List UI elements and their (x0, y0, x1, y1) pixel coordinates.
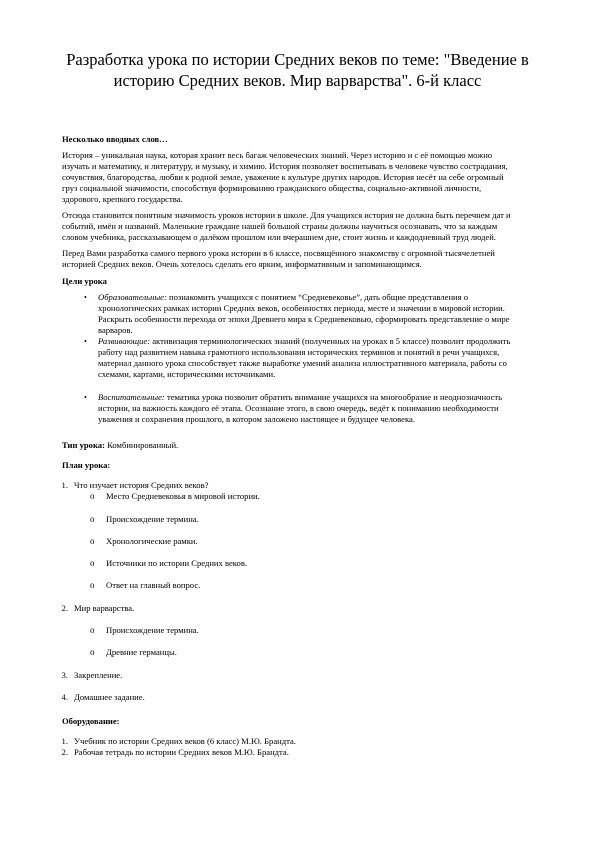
plan-subitem: Место Средневековья в мировой истории. (106, 491, 260, 501)
goal-line: Раскрыть особенности перехода от эпохи Древнего мира к Средневековью, сформировать представление о мире (98, 314, 510, 324)
goal-line (98, 336, 510, 347)
intro-p3-line: Перед Вами разработка самого первого урока истории в 6 классе, посвящённого знакомству с огромной тысячелетней (62, 248, 495, 258)
plan-subitem: Древние германцы. (106, 647, 177, 657)
plan-subitem: Ответ на главный вопрос. (106, 580, 201, 590)
plan-item-number: 4. (61, 692, 68, 702)
plan-item: Мир варварства. (74, 603, 135, 613)
goal-line: схемами, картами, историческими источниками. (98, 369, 276, 379)
goal-line (98, 292, 468, 303)
intro-p1-line: изучать и математику, и литературу, и музыку, и химию. История позволяет воспитывать в человеке чувство сострадания, (62, 161, 508, 171)
goal-label: Воспитательные: (98, 392, 165, 402)
plan-item: Закрепление. (74, 670, 123, 680)
bullet-icon: • (84, 293, 87, 302)
plan-item: Что изучает история Средних веков? (74, 480, 209, 490)
circle-bullet-icon: o (90, 514, 95, 524)
plan-subitem: Происхождение термина. (106, 625, 199, 635)
circle-bullet-icon: o (90, 625, 95, 635)
lesson-type-value: Комбинированный. (104, 440, 179, 450)
intro-heading: Несколько вводных слов… (62, 134, 168, 144)
plan-item-number: 2. (61, 603, 68, 613)
document-title (40, 49, 555, 91)
plan-subitem: Происхождение термина. (106, 514, 199, 524)
goal-line: варваров. (98, 325, 133, 335)
goal-text: познакомить учащихся с понятием “Средневековье”, дать общие представления о (166, 292, 469, 302)
intro-p2-line: словом учебника, рассказывающем о далёком прошлом или вчерашнем дне, стоит жизнь и каждодневный труд людей. (62, 232, 496, 242)
intro-p1-line: История – уникальная наука, которая хранит весь багаж человеческих знаний. Через историю и с её помощью можно (62, 150, 493, 160)
circle-bullet-icon: o (90, 558, 95, 568)
plan-item-number: 3. (61, 670, 68, 680)
plan-subitem: Хронологические рамки. (106, 536, 198, 546)
equipment-item: Учебник по истории Средних веков (6 класс) М.Ю. Брандта. (74, 736, 296, 746)
equipment-item-number: 1. (61, 736, 68, 746)
goals-heading: Цели урока (62, 276, 107, 286)
goal-label: Развивающие: (98, 336, 151, 346)
circle-bullet-icon: o (90, 536, 95, 546)
intro-p3-line: историей Средних веков. Очень хотелось сделать его ярким, информативным и запоминающимся. (62, 259, 422, 269)
circle-bullet-icon: o (90, 491, 95, 501)
lesson-type (62, 440, 178, 451)
title-line-1: Разработка урока по истории Средних веков по теме: "Введение в (66, 50, 529, 69)
plan-item-number: 1. (61, 480, 68, 490)
goal-line: истории, на важность каждого её этапа. Осознание этого, в свою очередь, ведёт к пониманию необходимости (98, 403, 499, 413)
intro-p1-line: здорового, крепкого государства. (62, 194, 183, 204)
circle-bullet-icon: o (90, 580, 95, 590)
goal-line: работу над развитием навыка грамотного использования исторических терминов и понятий в речи учащихся, (98, 347, 500, 357)
plan-heading: План урока: (62, 460, 111, 470)
equipment-item: Рабочая тетрадь по истории Средних веков М.Ю. Брандта. (74, 747, 289, 757)
equipment-item-number: 2. (61, 747, 68, 757)
goal-text: тематика урока позволит обратить внимание учащихся на многообразие и неоднозначность (164, 392, 503, 402)
circle-bullet-icon: o (90, 647, 95, 657)
bullet-icon: • (84, 393, 87, 402)
intro-p2-line: Отсюда становится понятным значимость уроков истории в школе. Для учащихся история не должна быть перечнем дат и (62, 210, 511, 220)
goal-line: хронологических рамках истории Средних веков, особенностях периода, месте и значении в мировой истории. (98, 303, 505, 313)
goal-line: материал данного урока способствует также выработке умений анализа иллюстративного материала, работы со (98, 358, 507, 368)
bullet-icon: • (84, 337, 87, 346)
plan-subitem: Источники по истории Средних веков. (106, 558, 248, 568)
goal-label: Образовательные: (98, 292, 167, 302)
goal-line: уважения и сохранения прошлого, в котором заложено настоящее и будущее человека. (98, 414, 415, 424)
intro-p1-line: сочувствия, благородства, любви к родной земле, уважение к культуре других народов. История несёт на себе огромный (62, 172, 504, 182)
goal-text: активизация терминологических знаний (полученных на уроках в 5 классе) позволит продолжить (150, 336, 511, 346)
goal-line (98, 392, 502, 403)
plan-item: Домашнее задание. (74, 692, 145, 702)
intro-p1-line: груз социальной значимости, способствуя формированию гражданского общества, социально-активной личности, (62, 183, 482, 193)
intro-p2-line: событий, имён и названий. Маленькие граждане нашей большой страны должны научиться осознавать, что за каждым (62, 221, 498, 231)
lesson-type-label: Тип урока: (62, 440, 105, 450)
title-line-2: историю Средних веков. Мир варварства". 6-й класс (113, 71, 482, 90)
equipment-heading: Оборудование: (62, 716, 120, 726)
